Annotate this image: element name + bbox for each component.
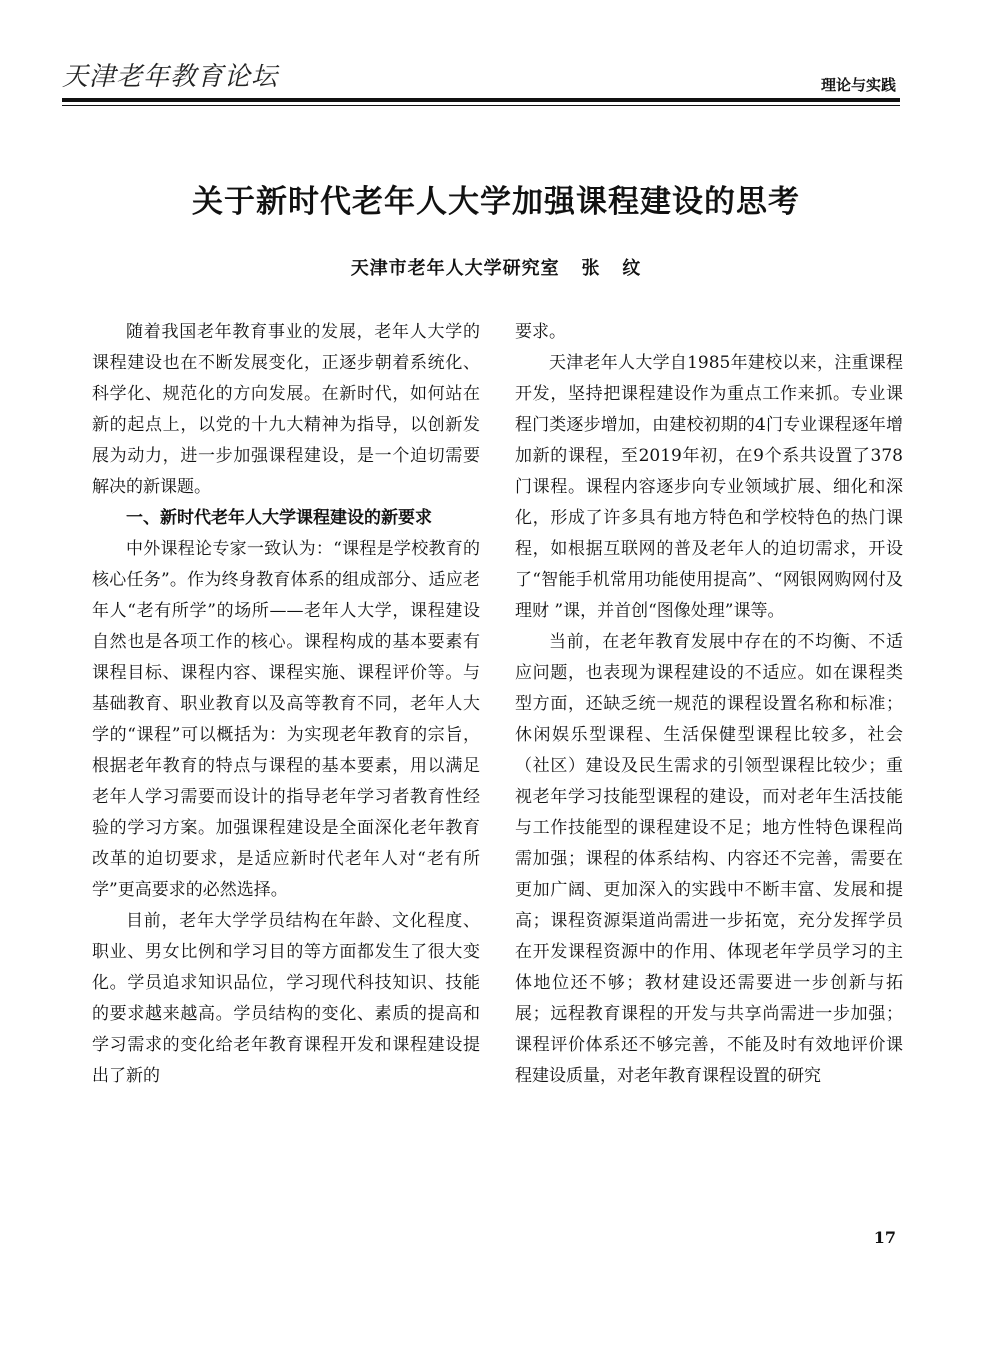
article-title: 关于新时代老年人大学加强课程建设的思考 bbox=[192, 184, 800, 220]
paragraph-continued: 要求。 bbox=[515, 322, 566, 342]
header-rule-thin bbox=[62, 105, 900, 106]
paragraph-student-structure: 目前，老年大学学员结构在年龄、文化程度、职业、男女比例和学习目的等方面都发生了很大变化。学员追求知识品位，学习现代科技知识、技能的要求越来越高。学员结构的变化、素质的提高和学习需求的变化给老年教育课程开发和课程建设提出了新的 bbox=[92, 911, 480, 1086]
page-number: 17 bbox=[873, 1228, 896, 1247]
journal-brand: 天津老年教育论坛 bbox=[62, 62, 279, 92]
paragraph-intro: 随着我国老年教育事业的发展，老年人大学的课程建设也在不断发展变化，正逐步朝着系统化、科学化、规范化的方向发展。在新时代，如何站在新的起点上，以党的十九大精神为指导，以创新发展为动力，进一步加强课程建设，是一个迫切需要解决的新课题。 bbox=[92, 322, 480, 497]
right-column bbox=[515, 317, 903, 1092]
header-rule bbox=[62, 98, 900, 102]
section-heading-1: 一、新时代老年人大学课程建设的新要求 bbox=[126, 508, 432, 528]
paragraph-curriculum-definition: 中外课程论专家一致认为：“课程是学校教育的核心任务”。作为终身教育体系的组成部分、适应老年人“老有所学”的场所——老年人大学，课程建设自然也是各项工作的核心。课程构成的基本要素有课程目标、课程内容、课程实施、课程评价等。与基础教育、职业教育以及高等教育不同，老年人大学的“课程”可以概括为：为实现老年教育的宗旨，根据老年教育的特点与课程的基本要素，用以满足老年人学习需要而设计的指导老年学习者教育性经验的学习方案。加强课程建设是全面深化老年教育改革的迫切要求，是适应新时代老年人对“老有所学”更高要求的必然选择。 bbox=[92, 539, 480, 900]
article-byline: 天津市老年人大学研究室 张 纹 bbox=[350, 258, 642, 279]
section-label: 理论与实践 bbox=[820, 76, 896, 94]
paragraph-current-problems: 当前，在老年教育发展中存在的不均衡、不适应问题，也表现为课程建设的不适应。如在课程类型方面，还缺乏统一规范的课程设置名称和标准；休闲娱乐型课程、生活保健型课程比较多，社会（社区）建设及民生需求的引领型课程比较少；重视老年学习技能型课程的建设，而对老年生活技能与工作技能型的课程建设不足；地方性特色课程尚需加强；课程的体系结构、内容还不完善，需要在更加广阔、更加深入的实践中不断丰富、发展和提高；课程资源渠道尚需进一步拓宽，充分发挥学员在开发课程资源中的作用、体现老年学员学习的主体地位还不够；教材建设还需要进一步创新与拓展；远程教育课程的开发与共享尚需进一步加强；课程评价体系还不够完善，不能及时有效地评价课程建设质量，对老年教育课程设置的研究 bbox=[515, 632, 903, 1086]
left-column bbox=[92, 317, 480, 1092]
paragraph-tianjin-courses: 天津老年人大学自1985年建校以来，注重课程开发，坚持把课程建设作为重点工作来抓。专业课程门类逐步增加，由建校初期的4门专业课程逐年增加新的课程，至2019年初，在9个系共设置了378门课程。课程内容逐步向专业领域扩展、细化和深化，形成了许多具有地方特色和学校特色的热门课程，如根据互联网的普及老年人的迫切需求，开设了“智能手机常用功能使用提高”、“网银网购网付及理财 ”课，并首创“图像处理”课等。 bbox=[515, 353, 903, 621]
